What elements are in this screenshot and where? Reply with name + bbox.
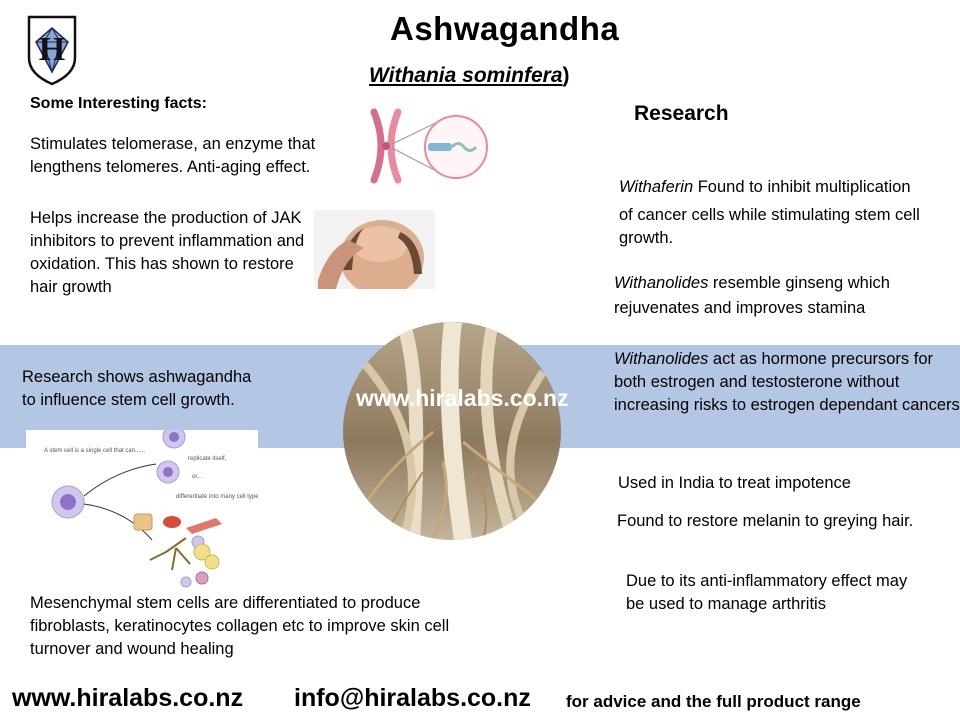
svg-text:A stem cell is a single cell t: A stem cell is a single cell that can......: [44, 448, 146, 454]
stem-cell-diagram: [26, 430, 258, 590]
svg-text:H: H: [38, 31, 66, 68]
ashwagandha-root-image: [343, 322, 561, 540]
balding-man-photo: [314, 210, 435, 289]
research-withanolides-hormone: Withanolides act as hormone precursors for both estrogen and testosterone without increasing risks to estrogen dependant cancers: [614, 350, 960, 414]
footer-email-link[interactable]: info@hiralabs.co.nz: [294, 684, 531, 712]
latin-name: Withania sominfera): [369, 64, 570, 87]
facts-heading: Some Interesting facts:: [30, 95, 207, 112]
footer-website-link[interactable]: www.hiralabs.co.nz: [12, 684, 244, 712]
center-watermark: www.hiralabs.co.nz: [356, 385, 569, 411]
fact-telomerase: Stimulates telomerase, an enzyme that lengthens telomeres. Anti-aging effect.: [30, 135, 316, 176]
hiralabs-logo: [26, 14, 78, 86]
fact-stem-cell: Research shows ashwagandha to influence stem cell growth.: [22, 368, 252, 409]
research-impotence: Used in India to treat impotence: [618, 474, 851, 492]
research-withanolides-ginseng: Withanolides resemble ginseng which rejuvenates and improves stamina: [614, 274, 890, 317]
svg-text:differentiate into many cell t: differentiate into many cell types.: [176, 494, 258, 500]
research-withaferin: Withaferin Found to inhibit multiplication: [619, 178, 911, 196]
chromosome-illustration: [366, 108, 490, 184]
research-withaferin-cont: of cancer cells while stimulating stem cell growth.: [619, 206, 920, 247]
page-title: Ashwagandha: [390, 10, 620, 47]
research-heading: Research: [634, 102, 729, 125]
research-arthritis: Due to its anti-inflammatory effect may be used to manage arthritis: [626, 572, 908, 613]
svg-text:replicate itself,: replicate itself,: [188, 456, 227, 462]
footer-advice: for advice and the full product range: [566, 692, 861, 711]
fact-hair-growth: Helps increase the production of JAK inhibitors to prevent inflammation and oxidation. This has shown to restore hair growth: [30, 209, 305, 296]
research-melanin: Found to restore melanin to greying hair.: [617, 512, 914, 530]
svg-text:or...: or...: [192, 474, 203, 480]
fact-mesenchymal: Mesenchymal stem cells are differentiated to produce fibroblasts, keratinocytes collagen etc to improve skin cell turnover and wound healing: [30, 594, 450, 658]
